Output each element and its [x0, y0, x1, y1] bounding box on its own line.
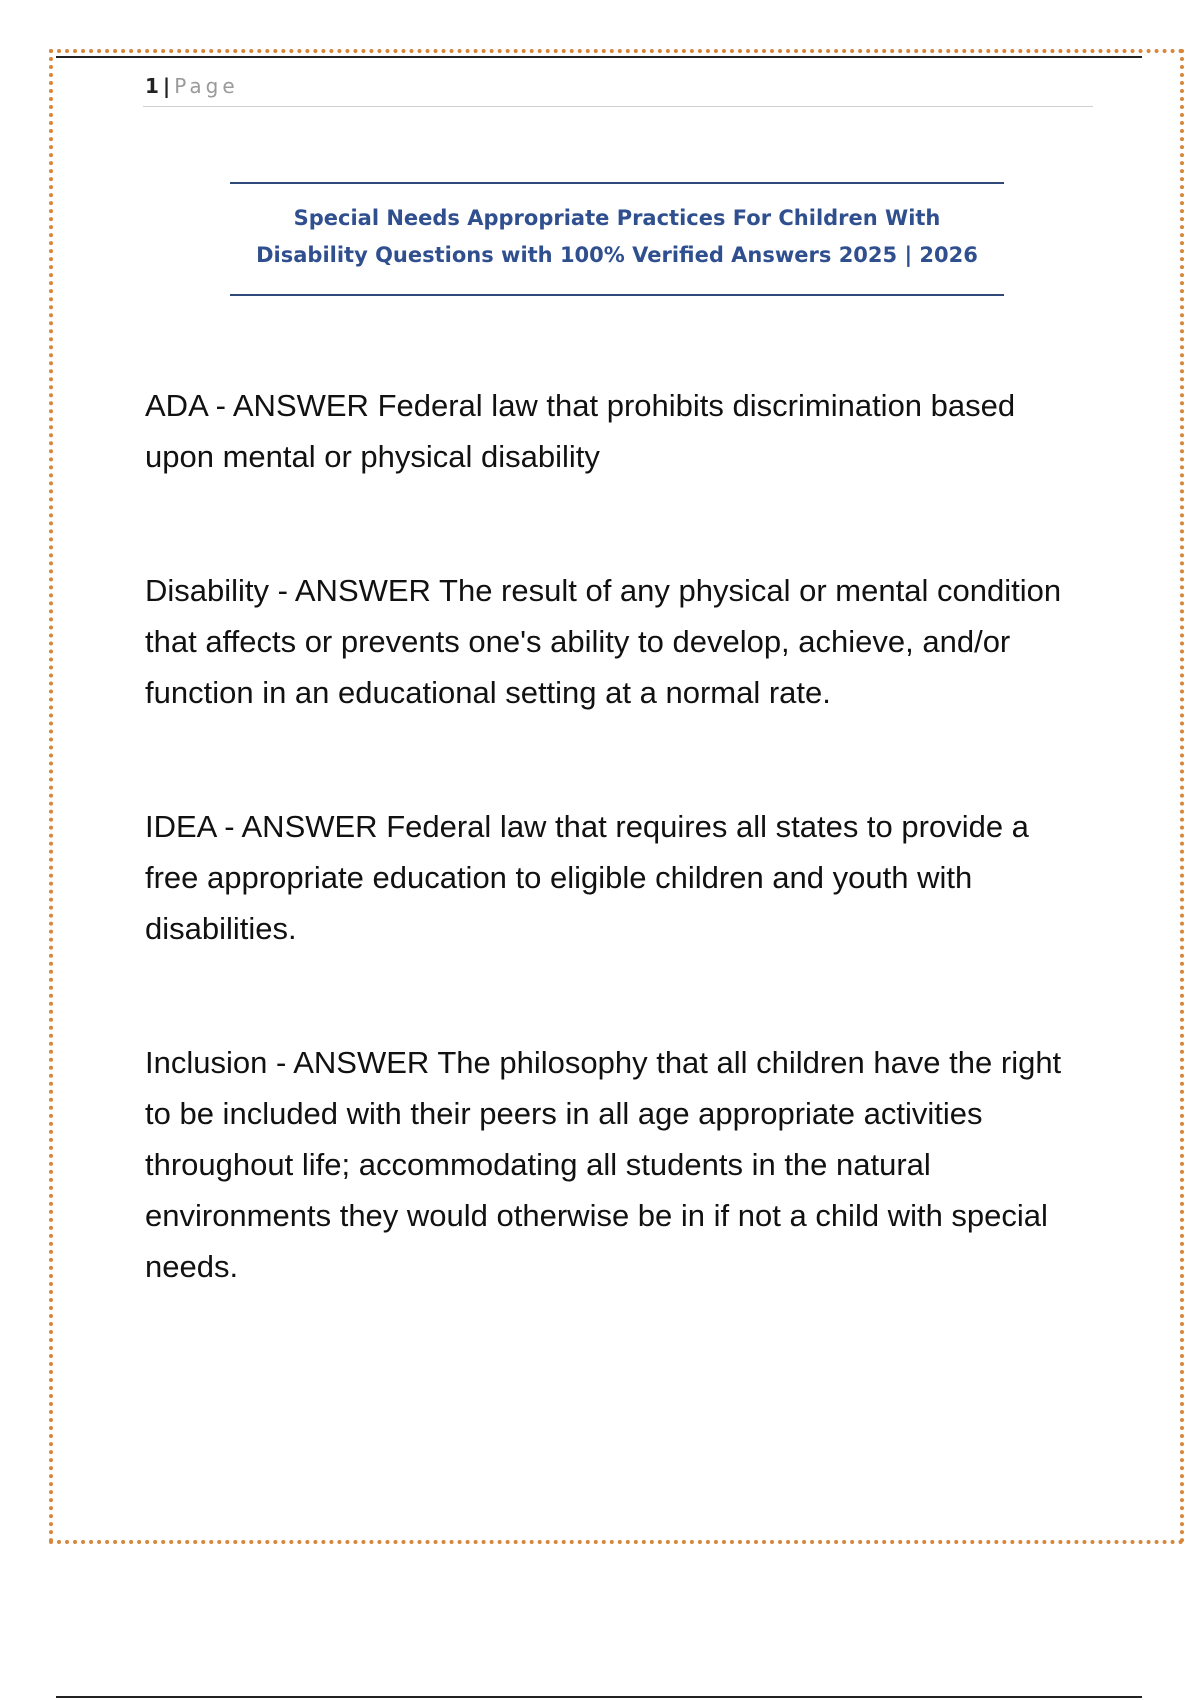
entry-answer-label: ANSWER — [294, 573, 431, 608]
qa-entry-disability — [145, 565, 1080, 718]
entry-term: Disability - — [145, 573, 295, 608]
entry-term: Inclusion - — [145, 1045, 293, 1080]
top-rule — [56, 56, 1142, 58]
entry-answer-label: ANSWER — [241, 809, 378, 844]
entry-term: ADA - — [145, 388, 233, 423]
entry-definition: The result of any physical or mental condition that affects or prevents one's ability to develop, achieve, and/or function in an educational setting at a normal rate. — [145, 573, 1062, 710]
qa-entry-idea — [145, 801, 1080, 954]
entry-answer-label: ANSWER — [293, 1045, 430, 1080]
page-number-header — [145, 74, 239, 98]
qa-entries — [145, 380, 1080, 1375]
document-title — [230, 182, 1004, 296]
entry-definition: The philosophy that all children have the right to be included with their peers in all age appropriate activities throughout life; accommodating all students in the natural environments they would otherwise be in if not a child with special needs. — [145, 1045, 1062, 1284]
entry-definition: Federal law that prohibits discrimination based upon mental or physical disability — [145, 388, 1016, 474]
page-word: Page — [174, 74, 239, 98]
page-number-separator: | — [162, 74, 172, 98]
page-number: 1 — [145, 74, 160, 98]
qa-entry-inclusion — [145, 1037, 1080, 1292]
qa-entry-ada — [145, 380, 1080, 482]
entry-term: IDEA - — [145, 809, 242, 844]
title-line-1: Special Needs Appropriate Practices For Children With — [293, 206, 941, 230]
bottom-rule — [56, 1696, 1142, 1698]
title-text — [230, 184, 1004, 274]
title-line-2: Disability Questions with 100% Verified Answers 2025 | 2026 — [256, 243, 978, 267]
entry-answer-label: ANSWER — [232, 388, 369, 423]
entry-definition: Federal law that requires all states to provide a free appropriate education to eligible children and youth with disabilities. — [145, 809, 1029, 946]
header-rule — [143, 106, 1093, 107]
